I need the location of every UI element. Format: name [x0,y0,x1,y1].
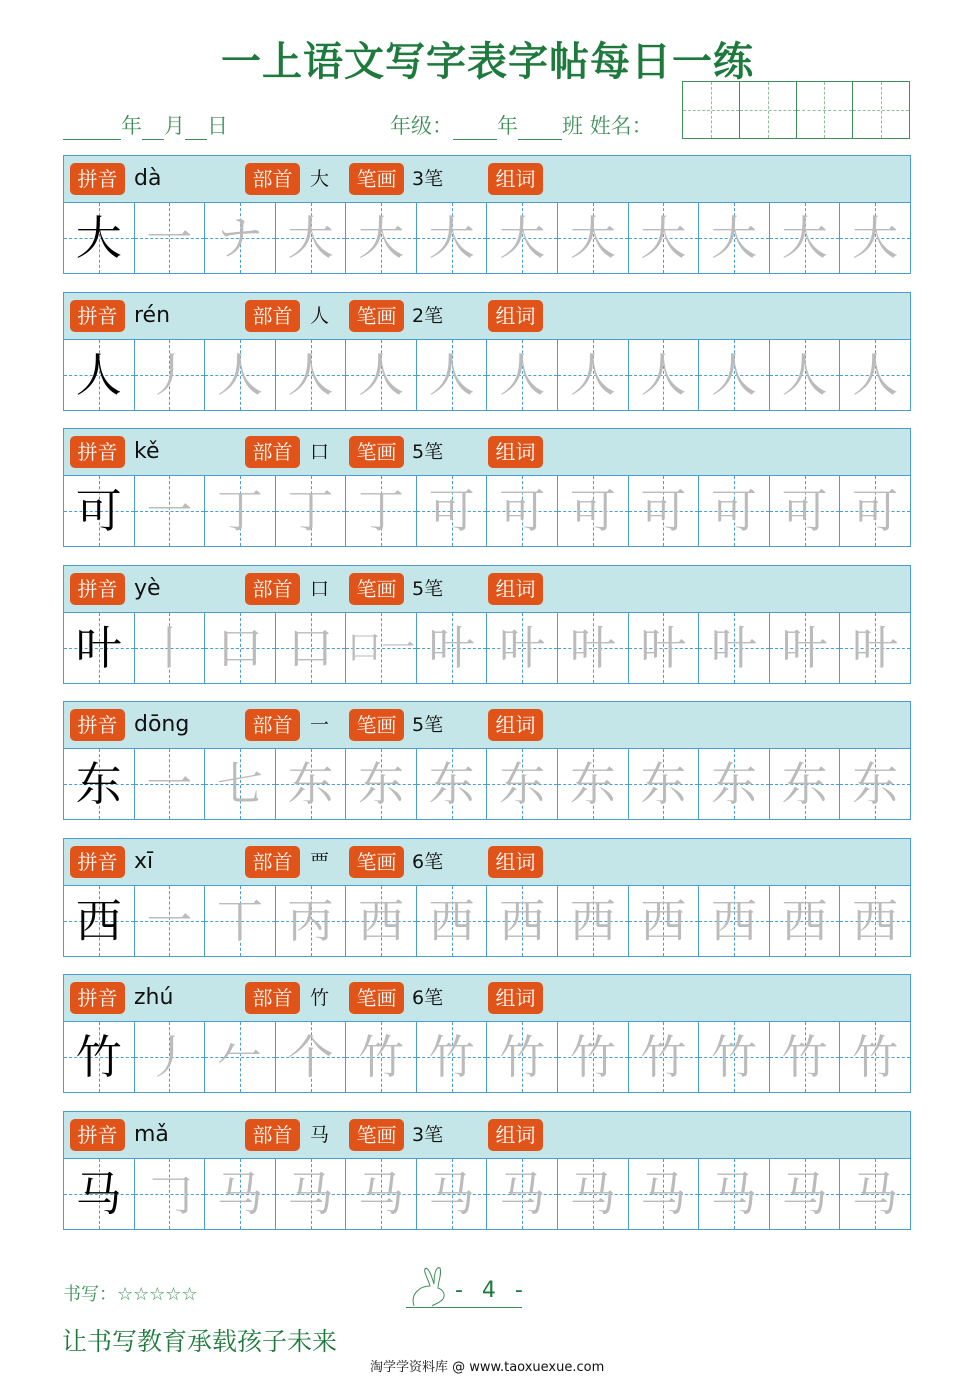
trace-character: 人 [852,347,899,402]
character-row-3 [63,428,911,547]
trace-character: 一 [146,484,193,538]
character-row-1 [63,155,911,274]
trace-character: 叶 [640,620,687,675]
trace-character: 东 [358,757,405,811]
trace-cell[interactable] [135,886,206,956]
radical-badge: 部首 [245,709,300,741]
radical-badge: 部首 [245,573,300,605]
trace-cell[interactable] [205,340,276,410]
model-character: 马 [75,1166,122,1221]
info-band [64,1112,910,1159]
trace-cell[interactable] [558,340,629,410]
trace-cell[interactable] [487,340,558,410]
info-band [64,702,910,749]
trace-character: 可 [781,484,828,538]
trace-cell[interactable] [135,613,206,683]
pinyin-value: mǎ [134,1121,169,1147]
trace-character: 西 [640,893,687,948]
page-number: - 4 - [455,1278,529,1303]
trace-cell[interactable] [276,340,347,410]
trace-cell[interactable] [558,613,629,683]
trace-cell[interactable] [135,340,206,410]
trace-cell[interactable] [487,1159,558,1229]
trace-cell[interactable] [770,613,841,683]
strokes-badge: 笔画 [349,436,404,468]
trace-cell[interactable] [487,749,558,819]
strokes-value: 2笔 [412,304,444,327]
trace-cell[interactable] [840,476,910,546]
trace-cell[interactable] [135,749,206,819]
strokes-badge: 笔画 [349,1119,404,1151]
trace-character: 马 [216,1166,263,1221]
trace-cell[interactable] [135,1159,206,1229]
trace-cell[interactable] [840,203,910,273]
words-badge: 组词 [488,982,543,1014]
trace-character: 西 [710,893,757,948]
trace-character: 𠃌 [146,1166,193,1221]
trace-cell[interactable] [840,749,910,819]
writing-grid [64,476,910,546]
info-band [64,975,910,1022]
trace-cell[interactable] [770,340,841,410]
pinyin-value: dōng [134,712,190,737]
model-character-cell [64,749,135,819]
trace-cell[interactable] [346,613,417,683]
trace-character: 可 [640,484,687,538]
trace-cell[interactable] [558,1022,629,1092]
trace-cell[interactable] [135,476,206,546]
trace-character: 人 [499,347,546,402]
trace-character: 丁 [287,484,334,538]
trace-character: 马 [852,1166,899,1221]
strokes-value: 3笔 [412,1123,444,1146]
trace-cell[interactable] [205,749,276,819]
info-band [64,156,910,203]
trace-character: 竹 [640,1030,687,1084]
trace-character: 人 [216,347,263,402]
trace-cell[interactable] [276,613,347,683]
trace-character: 竹 [710,1030,757,1084]
trace-cell[interactable] [487,613,558,683]
trace-cell[interactable] [770,886,841,956]
trace-cell[interactable] [276,1022,347,1092]
trace-character: 东 [710,757,757,811]
trace-cell[interactable] [346,1159,417,1229]
strokes-value: 5笔 [412,577,444,600]
pinyin-badge: 拼音 [70,163,125,195]
words-badge: 组词 [488,436,543,468]
trace-cell[interactable] [276,203,347,273]
trace-character: 丨 [146,620,193,675]
words-badge: 组词 [488,709,543,741]
trace-character: 西 [852,893,899,948]
trace-cell[interactable] [205,203,276,273]
trace-cell[interactable] [346,203,417,273]
trace-character: 马 [781,1166,828,1221]
trace-character: 一 [146,211,193,265]
grade-label: 年级： [390,114,453,138]
trace-cell[interactable] [205,613,276,683]
credit: 淘学学资料库 @ www.taoxuexue.com [370,1360,605,1375]
character-row-2 [63,292,911,411]
trace-character: 大 [499,211,546,265]
name-writing-box[interactable] [682,81,910,139]
trace-cell[interactable] [135,1022,206,1092]
trace-character: 口 [287,620,334,675]
trace-character: 个 [287,1030,334,1084]
trace-character: 可 [428,484,475,538]
trace-character: 可 [710,484,757,538]
trace-character: 竹 [852,1030,899,1084]
pinyin-badge: 拼音 [70,300,125,332]
day-label: 日 [207,114,228,138]
info-band [64,429,910,476]
trace-cell[interactable] [205,1022,276,1092]
words-badge: 组词 [488,573,543,605]
trace-character: 丁 [358,484,405,538]
radical-badge: 部首 [245,163,300,195]
words-badge: 组词 [488,846,543,878]
trace-cell[interactable] [699,1022,770,1092]
trace-cell[interactable] [699,613,770,683]
trace-cell[interactable] [487,203,558,273]
trace-character: 东 [499,757,546,811]
year-label: 年 [121,114,142,138]
model-character: 东 [75,757,122,811]
trace-cell[interactable] [417,1022,488,1092]
trace-character: 叶 [569,620,616,675]
trace-character: 大 [852,211,899,265]
model-character-cell [64,613,135,683]
trace-character: 马 [569,1166,616,1221]
grade-year-label: 年 [497,114,518,138]
trace-character: 大 [640,211,687,265]
model-character-cell [64,203,135,273]
trace-character: 人 [358,347,405,402]
info-band [64,839,910,886]
trace-character: 大 [569,211,616,265]
page-title: 一上语文写字表字帖每日一练 [221,39,754,85]
strokes-value: 5笔 [412,441,444,463]
writing-grid [64,749,910,819]
trace-character: 西 [428,893,475,948]
trace-cell[interactable] [276,886,347,956]
words-badge: 组词 [488,300,543,332]
trace-cell[interactable] [417,613,488,683]
trace-cell[interactable] [770,749,841,819]
pinyin-badge: 拼音 [70,436,125,468]
strokes-value: 6笔 [412,987,444,1009]
trace-character: 大 [781,211,828,265]
trace-character: 竹 [428,1030,475,1084]
trace-character: 东 [428,757,475,811]
model-character: 叶 [75,620,122,675]
writing-grid [64,1159,910,1229]
name-label: 姓名： [589,114,653,138]
trace-character: 丙 [287,893,334,948]
trace-cell[interactable] [205,1159,276,1229]
radical-badge: 部首 [245,300,300,332]
character-row-6 [63,838,911,957]
trace-character: 叶 [781,620,828,675]
trace-character: 西 [499,893,546,948]
class-label: 班 [562,114,583,138]
trace-character: 可 [852,484,899,538]
trace-character: ナ [216,211,263,265]
character-row-7 [63,974,911,1093]
writing-grid [64,613,910,683]
trace-cell[interactable] [699,1159,770,1229]
trace-character: 马 [710,1166,757,1221]
trace-cell[interactable] [629,203,700,273]
model-character-cell [64,1022,135,1092]
trace-character: 马 [358,1166,405,1221]
date-line [63,110,228,140]
trace-character: 西 [358,893,405,948]
trace-cell[interactable] [840,340,910,410]
trace-character: 𠂉 [216,1030,263,1084]
pinyin-badge: 拼音 [70,573,125,605]
pinyin-badge: 拼音 [70,982,125,1014]
strokes-badge: 笔画 [349,300,404,332]
model-character-cell [64,340,135,410]
trace-character: 可 [569,484,616,538]
character-row-5 [63,701,911,820]
character-row-4 [63,565,911,684]
pinyin-value: yè [134,575,161,601]
pinyin-badge: 拼音 [70,846,125,878]
class-info-line [390,110,653,140]
trace-character: 人 [569,347,616,402]
model-character-cell [64,1159,135,1229]
trace-cell[interactable] [840,1022,910,1092]
pinyin-value: kě [134,439,160,464]
trace-cell[interactable] [205,886,276,956]
model-character-cell [64,886,135,956]
pinyin-value: dà [134,166,162,191]
trace-cell[interactable] [417,476,488,546]
radical-value: 口 [310,577,330,600]
info-band [64,566,910,613]
trace-character: 马 [428,1166,475,1221]
trace-character: 一 [146,893,193,948]
trace-character: 竹 [569,1030,616,1084]
trace-cell[interactable] [629,476,700,546]
trace-character: 西 [569,893,616,948]
trace-cell[interactable] [487,1022,558,1092]
trace-character: 人 [428,347,475,402]
trace-cell[interactable] [629,1159,700,1229]
trace-cell[interactable] [699,886,770,956]
radical-badge: 部首 [245,846,300,878]
rating [63,1280,198,1306]
trace-cell[interactable] [346,1022,417,1092]
trace-cell[interactable] [558,476,629,546]
trace-character: 叶 [710,620,757,675]
trace-character: 人 [781,347,828,402]
radical-value: 竹 [310,987,330,1009]
trace-character: 叶 [428,620,475,675]
trace-character: 人 [287,347,334,402]
model-character: 西 [75,893,122,948]
trace-character: 丿 [146,347,193,402]
trace-character: 丁 [216,484,263,538]
character-row-8 [63,1111,911,1230]
rabbit-icon [408,1264,458,1310]
trace-cell[interactable] [629,613,700,683]
trace-character: 东 [287,757,334,811]
trace-cell[interactable] [840,613,910,683]
trace-character: 东 [852,757,899,811]
trace-character: 大 [428,211,475,265]
model-character: 大 [75,211,122,265]
trace-cell[interactable] [346,340,417,410]
model-character: 人 [75,347,122,402]
trace-cell[interactable] [699,340,770,410]
strokes-value: 3笔 [412,168,444,190]
trace-character: 一 [146,757,193,811]
model-character-cell [64,476,135,546]
trace-cell[interactable] [699,476,770,546]
pinyin-badge: 拼音 [70,1119,125,1151]
trace-cell[interactable] [346,886,417,956]
trace-cell[interactable] [558,749,629,819]
trace-character: 东 [640,757,687,811]
radical-value: 人 [310,304,330,327]
trace-character: 马 [640,1166,687,1221]
trace-cell[interactable] [629,1022,700,1092]
trace-character: 马 [499,1166,546,1221]
pinyin-badge: 拼音 [70,709,125,741]
radical-value: 一 [310,714,330,736]
pinyin-value: rén [134,302,171,328]
radical-value: 口 [310,441,330,463]
trace-character: 丅 [216,893,263,948]
trace-character: 七 [216,757,263,811]
words-badge: 组词 [488,1119,543,1151]
strokes-badge: 笔画 [349,163,404,195]
model-character: 可 [75,484,122,538]
trace-character: 叶 [499,620,546,675]
trace-cell[interactable] [629,340,700,410]
trace-cell[interactable] [417,1159,488,1229]
radical-badge: 部首 [245,982,300,1014]
trace-character: 人 [640,347,687,402]
radical-badge: 部首 [245,1119,300,1151]
star-rating[interactable]: ☆☆☆☆☆ [117,1284,198,1305]
trace-character: 竹 [358,1030,405,1084]
radical-badge: 部首 [245,436,300,468]
trace-character: 人 [710,347,757,402]
trace-character: 竹 [499,1030,546,1084]
trace-character: 东 [569,757,616,811]
trace-cell[interactable] [558,886,629,956]
trace-character: 大 [358,211,405,265]
trace-character: 马 [287,1166,334,1221]
trace-character: 大 [287,211,334,265]
trace-cell[interactable] [840,886,910,956]
trace-cell[interactable] [276,1159,347,1229]
trace-character: 可 [499,484,546,538]
trace-cell[interactable] [487,886,558,956]
trace-character: 叶 [852,620,899,675]
strokes-value: 5笔 [412,714,444,736]
trace-character: 口一 [347,627,416,668]
slogan: 让书写教育承载孩子未来 [62,1327,338,1356]
trace-cell[interactable] [487,476,558,546]
trace-cell[interactable] [629,749,700,819]
model-character: 竹 [75,1030,122,1084]
trace-cell[interactable] [417,886,488,956]
trace-cell[interactable] [770,203,841,273]
trace-cell[interactable] [276,749,347,819]
words-badge: 组词 [488,163,543,195]
rating-label: 书写： [63,1284,117,1305]
trace-cell[interactable] [770,1022,841,1092]
radical-value: 马 [310,1123,330,1146]
trace-cell[interactable] [770,1159,841,1229]
trace-cell[interactable] [346,476,417,546]
trace-cell[interactable] [417,749,488,819]
trace-character: 竹 [781,1030,828,1084]
writing-grid [64,203,910,273]
radical-value: 覀 [310,850,330,873]
trace-character: 东 [781,757,828,811]
writing-grid [64,886,910,956]
trace-character: 大 [710,211,757,265]
writing-grid [64,1022,910,1092]
trace-cell[interactable] [558,203,629,273]
trace-cell[interactable] [840,1159,910,1229]
trace-cell[interactable] [346,749,417,819]
strokes-badge: 笔画 [349,709,404,741]
trace-cell[interactable] [699,749,770,819]
pinyin-value: zhú [134,985,174,1010]
strokes-badge: 笔画 [349,573,404,605]
trace-cell[interactable] [205,476,276,546]
trace-cell[interactable] [770,476,841,546]
trace-cell[interactable] [276,476,347,546]
trace-cell[interactable] [417,340,488,410]
trace-cell[interactable] [699,203,770,273]
info-band [64,293,910,340]
writing-grid [64,340,910,410]
trace-character: 丿 [146,1030,193,1084]
trace-character: 口 [216,620,263,675]
trace-cell[interactable] [135,203,206,273]
radical-value: 大 [310,168,330,190]
trace-character: 西 [781,893,828,948]
strokes-value: 6笔 [412,850,444,873]
trace-cell[interactable] [417,203,488,273]
month-label: 月 [164,114,185,138]
strokes-badge: 笔画 [349,846,404,878]
trace-cell[interactable] [558,1159,629,1229]
strokes-badge: 笔画 [349,982,404,1014]
trace-cell[interactable] [629,886,700,956]
pinyin-value: xī [134,848,154,874]
